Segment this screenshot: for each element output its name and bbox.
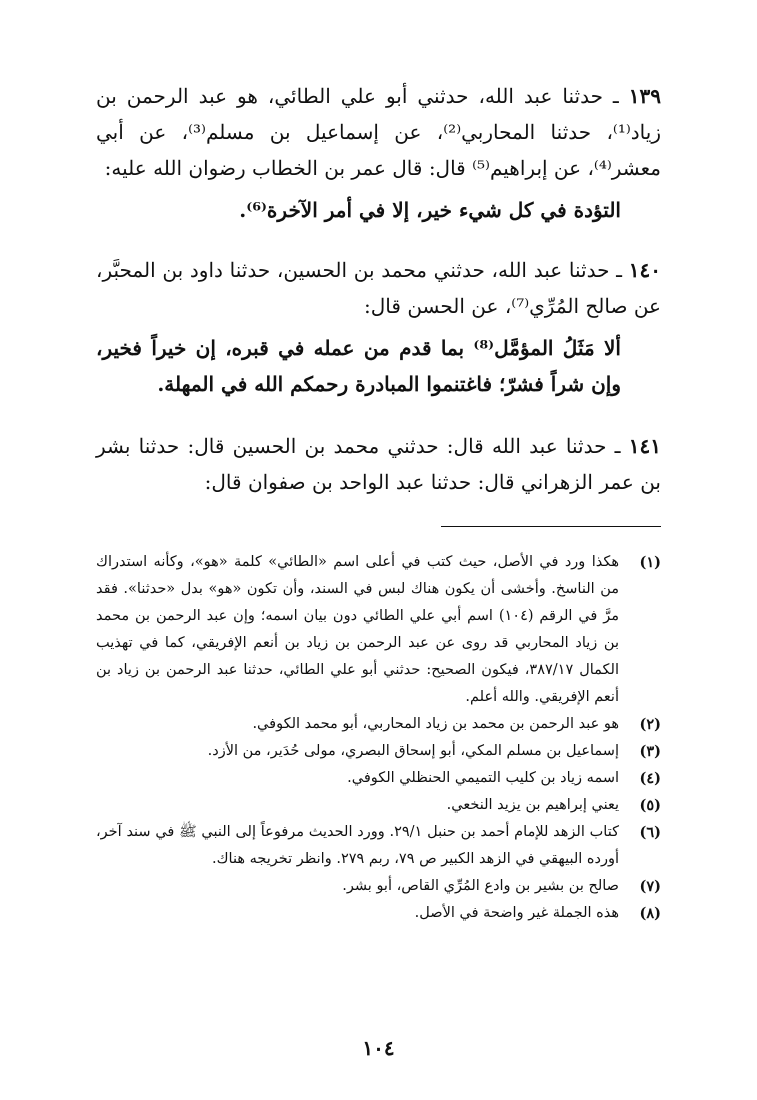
footnote-text: هكذا ورد في الأصل، حيث كتب في أعلى اسم «الطائي» كلمة «هو»، وكأنه استدراك من الناسخ. وأخشى أن يكون هناك لبس في السند، وأن تكون «هو» بدل «حدثنا». فقد مرَّ في الرقم (١٠٤) اسم أبي علي الطائي دون بيان اسمه؛ وإن عبد الرحمن بن محمد بن زياد المحاربي قد روى عن عبد الرحمن بن زياد بن أنعم الإفريقي، كما في تهذيب الكمال ٣٨٧/١٧، فيكون الصحيح: حدثني أبو علي الطائي، حدثنا عبد الرحمن بن زياد بن أنعم الإفريقي. والله أعلم. <box>96 554 619 705</box>
hadith-isnad: ـ حدثنا عبد الله، حدثني أبو علي الطائي، هو عبد الرحمن بن زياد⁽¹⁾، حدثنا المحاربي⁽²⁾، عن إسماعيل بن مسلم⁽³⁾، عن أبي معشر⁽⁴⁾، عن إبراهيم⁽⁵⁾ قال: قال عمر بن الخطاب رضوان الله عليه: <box>96 84 661 180</box>
footnote-text: صالح بن بشير بن وادع المُرِّي القاص، أبو بشر. <box>342 878 619 894</box>
hadith-isnad: ـ حدثنا عبد الله قال: حدثني محمد بن الحسين قال: حدثنا بشر بن عمر الزهراني قال: حدثنا عبد الواحد بن صفوان قال: <box>96 434 661 494</box>
footnote-number: (٤) <box>639 770 661 787</box>
footnote <box>96 900 661 927</box>
footnote <box>96 549 661 711</box>
footnote-separator <box>441 526 661 527</box>
footnote-text: كتاب الزهد للإمام أحمد بن حنبل ٢٩/١. وورد الحديث مرفوعاً إلى النبي ﷺ في سند آخر، أورده البيهقي في الزهد الكبير ص ٧٩، ربم ٢٧٩. وانظر تخريجه هناك. <box>96 824 619 867</box>
footnote-text: هذه الجملة غير واضحة في الأصل. <box>414 905 619 921</box>
hadith-number: ١٣٩ <box>628 84 661 108</box>
footnotes-list <box>96 549 661 927</box>
footnote-number: (٧) <box>639 878 661 895</box>
hadith-isnad: ـ حدثنا عبد الله، حدثني محمد بن الحسين، حدثنا داود بن المحبَّر، عن صالح المُرِّي⁽⁷⁾، عن الحسن قال: <box>96 258 661 318</box>
footnote-text: يعني إبراهيم بن يزيد النخعي. <box>446 797 619 813</box>
footnote <box>96 765 661 792</box>
footnote-number: (١) <box>639 554 661 571</box>
page-number: ١٠٤ <box>362 1036 395 1060</box>
footnote-number: (٢) <box>639 716 661 733</box>
footnote-number: (٥) <box>639 797 661 814</box>
hadith-number: ١٤١ <box>628 434 661 458</box>
footnote <box>96 873 661 900</box>
book-page <box>96 78 661 1060</box>
hadith-matn: التؤدة في كل شيء خير، إلا في أمر الآخرة⁽⁶⁾. <box>239 198 621 222</box>
footnote <box>96 738 661 765</box>
hadith-141 <box>96 428 661 500</box>
footnote <box>96 711 661 738</box>
hadith-matn: ألا مَثَلُ المؤمَّل⁽⁸⁾ بما قدم من عمله في قبره، إن خيراً فخير، وإن شراً فشرّ؛ فاغتنموا المبادرة رحمكم الله في المهلة. <box>96 336 621 396</box>
footnote <box>96 819 661 873</box>
footnote-number: (٣) <box>639 743 661 760</box>
footnote-text: اسمه زياد بن كليب التميمي الحنظلي الكوفي. <box>347 770 619 786</box>
hadith-140 <box>96 252 661 402</box>
footnote-text: هو عبد الرحمن بن محمد بن زياد المحاربي، أبو محمد الكوفي. <box>252 716 619 732</box>
footnote-number: (٦) <box>639 824 661 841</box>
footnote-number: (٨) <box>639 905 661 922</box>
footnote-text: إسماعيل بن مسلم المكي، أبو إسحاق البصري، مولى حُدَير، من الأزد. <box>207 743 619 759</box>
hadith-139 <box>96 78 661 228</box>
hadith-number: ١٤٠ <box>628 258 662 282</box>
footnote <box>96 792 661 819</box>
footnote-separator-wrap <box>96 514 661 539</box>
